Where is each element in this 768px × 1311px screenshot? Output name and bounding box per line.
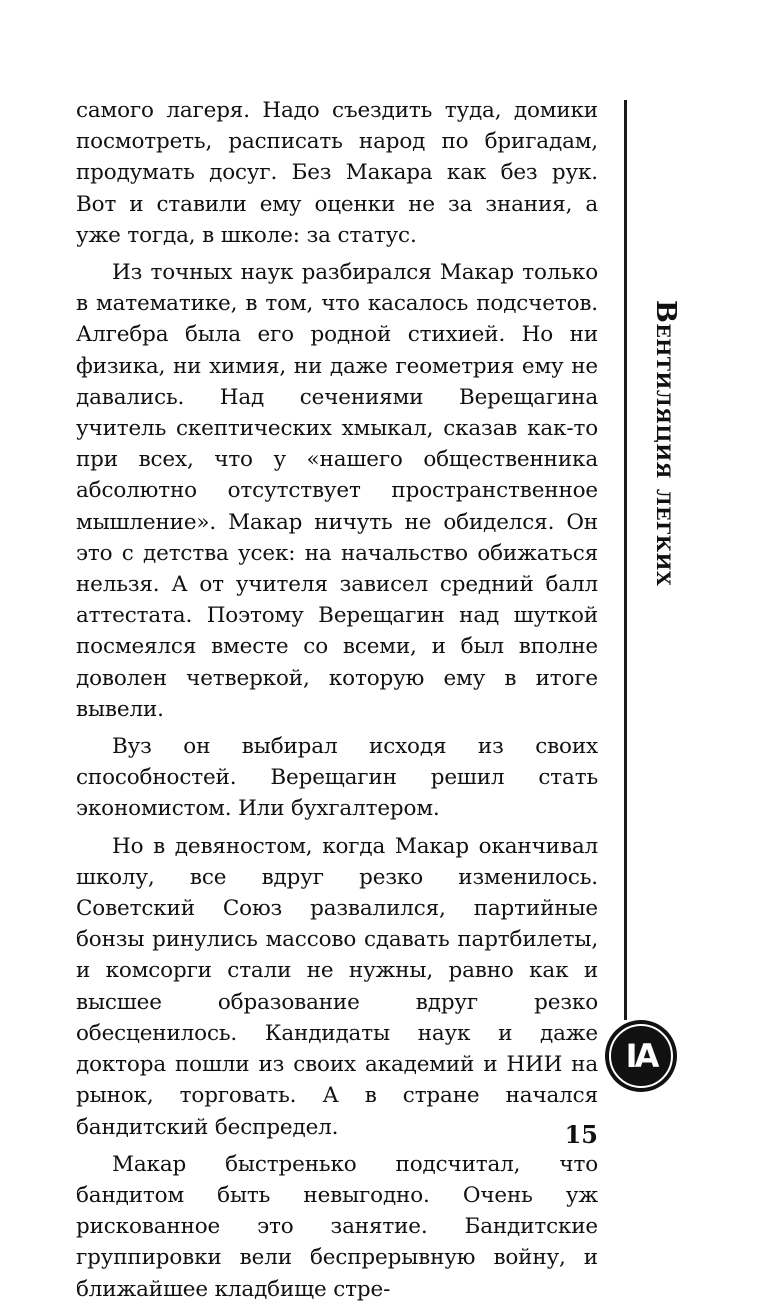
circle-ia-logo-icon xyxy=(603,1018,679,1094)
paragraph: Макар быстренько подсчитал, что бандитом быть невыгодно. Очень уж рискованное это занятие. Бандитские группировки вели беспрерывную войну, и ближайшее кладбище стре- xyxy=(76,1151,598,1302)
logo-svg xyxy=(603,1018,679,1094)
vertical-divider xyxy=(624,100,627,1020)
paragraph: Но в девяностом, когда Макар оканчивал школу, все вдруг резко изменилось. Советский Союз развалился, партийные бонзы ринулись массово сдавать партбилеты, и комсорги стали не нужны, равно как и высшее образование вдруг резко обесценилось. Кандидаты наук и даже доктора пошли из своих академий и НИИ на рынок, торговать. А в стране начался бандитский беспредел. xyxy=(76,833,598,1140)
body-text xyxy=(76,95,598,1311)
paragraph: Вуз он выбирал исходя из своих способностей. Верещагин решил стать экономистом. Или бухгалтером. xyxy=(76,734,598,822)
paragraph: самого лагеря. Надо съездить туда, домики посмотреть, расписать народ по бригадам, продумать досуг. Без Макара как без рук. Вот и ставили ему оценки не за знания, а уже тогда, в школе: за статус. xyxy=(76,98,598,248)
running-title: Вентиляция легких xyxy=(650,300,681,587)
page-number: 15 xyxy=(564,1120,598,1149)
logo-text: IA xyxy=(625,1037,657,1075)
paragraph: Из точных наук разбирался Макар только в математике, в том, что касалось подсчетов. Алгебра была его родной стихией. Но ни физика, ни химия, ни даже геометрия ему не давались. Над сечениями Верещагина учитель скептических хмыкал, сказав как-то при всех, что у «нашего общественника абсолютно отсутствует пространственное мышление». Макар ничуть не обиделся. Он это с детства усек: на начальство обижаться нельзя. А от учителя зависел средний балл аттестата. Поэтому Верещагин над шуткой посмеялся вместе со всеми, и был вполне доволен четверкой, которую ему в итоге вывели. xyxy=(76,260,598,722)
